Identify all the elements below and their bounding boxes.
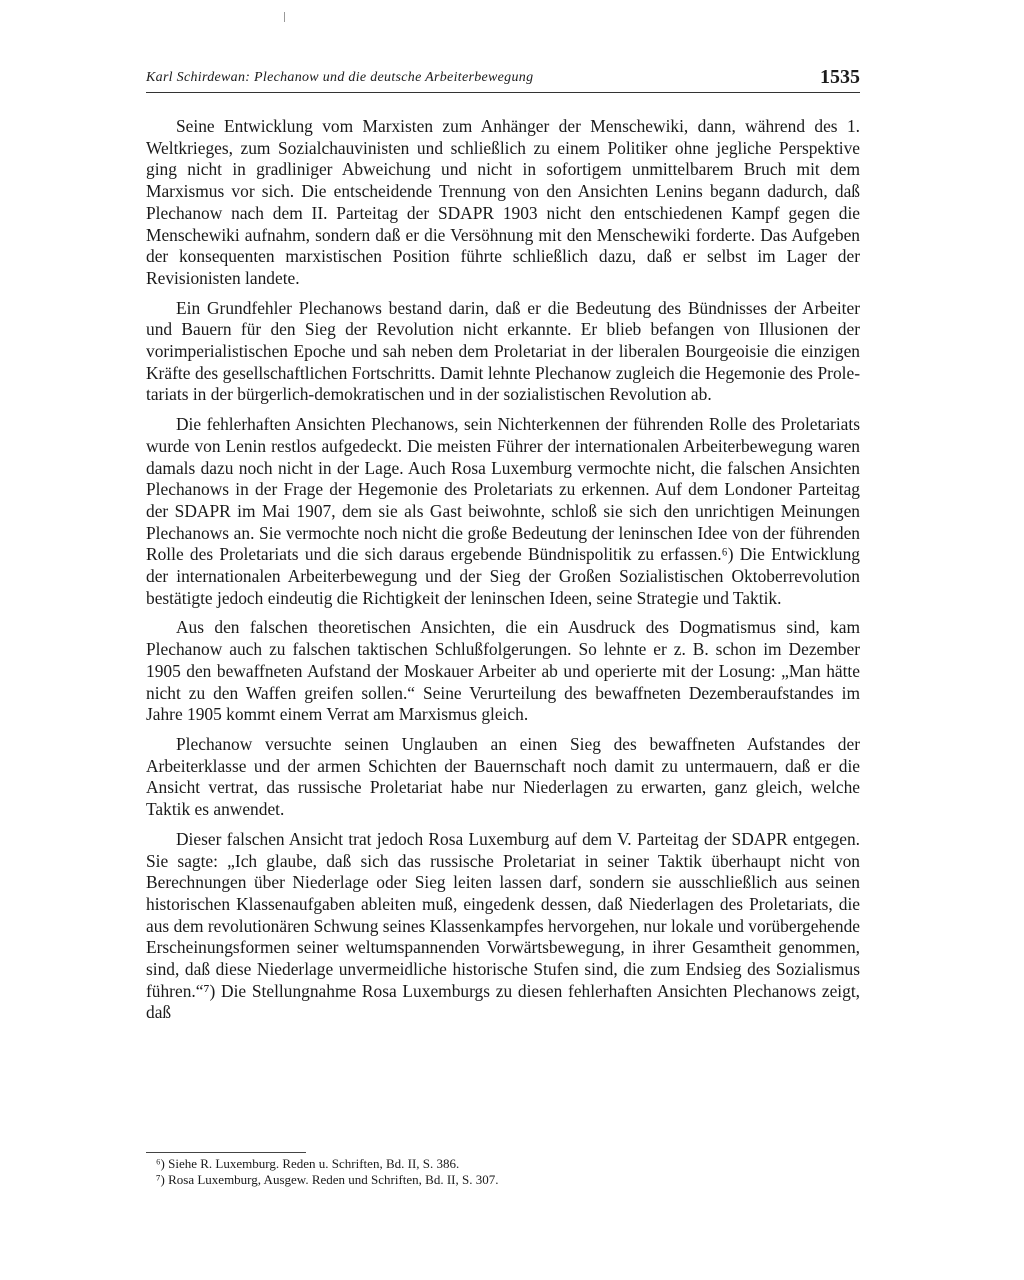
scan-mark (284, 12, 285, 22)
paragraph: Ein Grundfehler Plechanows bestand darin, daß er die Bedeutung des Bündnisses der Arbeiter und Bauern für den Sieg der Revolution nicht erkannte. Er blieb befangen von Illusionen der vorimperialistischen Epoche und sah neben dem Proletariat in der liberalen Bourgeoisie die einzigen Kräfte des gesellschaftlichen Fortschritts. Damit lehnte Plechanow zugleich die Hegemonie des Proletariats in der bürgerlich-demokratischen und in der sozialistischen Revolution ab. (146, 297, 860, 405)
page-number: 1535 (820, 66, 860, 88)
footnote-divider (146, 1152, 306, 1153)
page-header (146, 66, 860, 93)
paragraph: Dieser falschen Ansicht trat jedoch Rosa Luxemburg auf dem V. Parteitag der SDAPR entgegen. Sie sagte: „Ich glaube, daß sich das russische Proletariat in seiner Taktik überhaupt nicht von Berechnungen über Niederlage oder Sieg leiten lassen darf, sondern sie ausschließlich aus seinen historischen Klassenaufgaben ableiten muß, eingedenk dessen, daß Niederlagen des Proletariats, die aus dem revolutionären Schwung seines Klassenkampfes hervorgehen, nur lokale und vorübergehende Erscheinungsformen seiner weltumspannenden Vorwärtsbewegung, in ihrer Gesamtheit genommen, sind, daß diese Niederlage unvermeidliche historische Stufen sind, die zum Endsieg des Sozialismus führen.“⁷) Die Stellungnahme Rosa Luxemburgs zu diesen fehlerhaften Ansichten Plechanows zeigt, daß (146, 828, 860, 1023)
paragraph: Die fehlerhaften Ansichten Plechanows, sein Nichterkennen der führenden Rolle des Proletariats wurde von Lenin restlos aufgedeckt. Die meisten Führer der internationalen Arbeiterbewegung waren damals dazu noch nicht in der Lage. Auch Rosa Luxemburg vermochte nicht, die falschen Ansichten Plechanows in der Frage der Hegemonie des Proletariats zu erkennen. Auf dem Londoner Parteitag der SDAPR im Mai 1907, dem sie als Gast beiwohnte, schloß sie sich den unrichtigen Meinungen Plechanows an. Sie vermochte noch nicht die große Bedeutung der leninschen Idee von der führenden Rolle des Proletariats und die sich daraus ergebende Bündnispolitik zu erfassen.⁶) Die Entwicklung der internationalen Arbeiterbewegung und der Sieg der Großen Sozialistischen Oktoberrevolution bestätigte jedoch eindeutig die Richtigkeit der leninschen Ideen, seine Strategie und Taktik. (146, 414, 860, 608)
paragraph: Seine Entwicklung vom Marxisten zum Anhänger der Menschewiki, dann, während des 1. Weltkrieges, zum Sozialchauvinisten und schließlich zu einem Politiker ohne jegliche Perspektive ging nicht in gradliniger Abweichung und nicht in sofortigem unmittelbarem Bruch mit dem Marxismus vor sich. Die entscheidende Trennung von den Ansichten Lenins begann dadurch, daß Plechanow nach dem II. Parteitag der SDAPR 1903 nicht den entschiedenen Kampf gegen die Menschewiki aufnahm, sondern daß er die Versöhnung mit den Menschewiki forderte. Das Aufgeben der konsequenten marxistischen Position führte schließlich dazu, daß er selbst im Lager der Revisionisten landete. (146, 116, 860, 288)
running-head: Karl Schirdewan: Plechanow und die deutsche Arbeiterbewegung (146, 70, 534, 85)
footnote: ⁶) Siehe R. Luxemburg. Reden u. Schriften, Bd. II, S. 386. (156, 1156, 460, 1171)
body-text (146, 116, 860, 1032)
paragraph: Aus den falschen theoretischen Ansichten, die ein Ausdruck des Dogmatismus sind, kam Plechanow auch zu falschen taktischen Schlußfolgerungen. So lehnte er z. B. schon im Dezember 1905 den bewaffneten Aufstand der Moskauer Arbeiter ab und operierte mit der Losung: „Man hätte nicht zu den Waffen greifen sollen.“ Seine Verurteilung des bewaffneten Dezemberaufstandes im Jahre 1905 kommt einem Verrat am Marxismus gleich. (146, 617, 860, 725)
footnotes (146, 1156, 860, 1188)
footnote: ⁷) Rosa Luxemburg, Ausgew. Reden und Schriften, Bd. II, S. 307. (156, 1172, 499, 1187)
paragraph: Plechanow versuchte seinen Unglauben an einen Sieg des bewaffneten Aufstandes der Arbeiterklasse und der armen Schichten der Bauernschaft noch damit zu untermauern, daß er die Ansicht vertrat, das russische Proletariat habe nur Niederlagen zu erwarten, ganz gleich, welche Taktik es anwendet. (146, 733, 860, 820)
